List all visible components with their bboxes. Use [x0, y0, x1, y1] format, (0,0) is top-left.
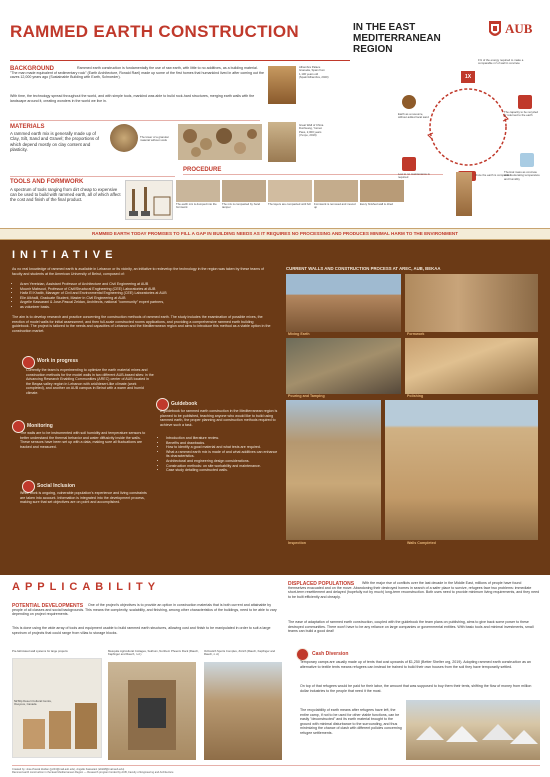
- potential-developments-heading: POTENTIAL DEVELOPMENTS: [12, 603, 84, 609]
- prefab-wall-diagram: [12, 658, 102, 758]
- aub-logo: [485, 18, 540, 46]
- applicability-heading: APPLICABILITY: [12, 581, 161, 593]
- procedure-step-1: The earth mix is dumped into the formwork: [176, 202, 217, 210]
- procedure-step-image-5: [360, 180, 404, 202]
- procedure-heading: PROCEDURE: [183, 167, 222, 173]
- label-pouring-tamping: Pouring and Tamping: [288, 394, 325, 398]
- monitoring-text: The walls are to be instrumented with soil humidity and temperature sensors to better understand the thermal behavior and water diffusivity inside the walls. These sensors have been set up with a data, making sure all fluctuations are tracked and measured.: [20, 431, 146, 449]
- background-text-1: Rammed earth construction is fundamentally the use of raw earth, with little to no additives, as a building material. "The man made equivalent of sedimentary rock" (Earth Architecture, Ronald Rael) made up some of the first homes that humankind lived in after coming out the caves 12,000 years ago (Sustainable Building with Earth, Schroeder).: [10, 66, 265, 80]
- guidebook-text: A guidebook for rammed earth construction in the Mediterranean region is planned to be published, teaching anyone who would like to build using rammed earth, the proper planning and construction methods required to achieve such a task.: [160, 409, 278, 427]
- initiative-intro: As no real knowledge of rammed earth is available in Lebanon or its vicinity, an initiative to redevelop the technology in the region was taken by these teams of faculty and students at the American University of Beirut, composed of:: [12, 267, 265, 276]
- recycle-icon: [518, 95, 532, 109]
- displaced-text-2: The ease of adaptation of rammed earth construction, coupled with the guidebook the team plans on publishing, aims to give back some power to these destroyed communities. There won't have to be any reliance on large companies or governmental entities. With basic tools and minimal investments, small teams can build a good deal!: [288, 620, 534, 634]
- procedure-step-4: Formwork is removed and moved up: [314, 202, 356, 210]
- label-mixing-earth: Mixing Earth: [288, 332, 310, 336]
- team-member: • Mounir Mabsout, Professor of Civil/Structural Engineering (CEE) Laboratories at AUB: [20, 287, 275, 292]
- cycle-label-3: Thermal mass as concrete slab moderating temperature and humidity: [504, 170, 540, 181]
- cycle-label-5: Low to no maintenance is required: [398, 172, 430, 180]
- team-member: • Angelle Kassarani & Jose-Pascal Zeidan, Architects, national "community" expert partners,: [20, 300, 275, 305]
- procedure-steps: [176, 180, 446, 222]
- cash-text-1: Temporary camps are usually made up of tents that cost upwards of $1,250 (Better Shelter org, 2019). Adopting rammed earth construction as an alternative to textile tents means refugees can instead be trained to build their own houses from the soil they have temporarily settled.: [300, 660, 531, 669]
- guidebook-contents: [166, 436, 278, 473]
- team-member: • Elie Alkhalil, Graduate Student, Master in Civil Engineering at AUB: [20, 296, 275, 301]
- guidebook-item: • Benefits and drawbacks.: [166, 441, 278, 446]
- procedure-step-6: Once the earth is compacted: [475, 173, 511, 177]
- guidebook-item: • Introduction and literature review.: [166, 436, 278, 441]
- guidebook-item: • How to identify a good material and what tests are required.: [166, 445, 278, 450]
- great-wall-caption: Great Wall of China Dunhuang, Yumen Pass, 2,000 years (Yunpo, 2019): [299, 123, 324, 137]
- photo-mixing-earth: [286, 274, 401, 332]
- photo-formwork: [405, 274, 538, 332]
- background-text-2: With time, the technology spread throughout the world, and with simple tools, mankind was able to build rock-hard structures, merging earth walls with the landscape around it, creating wonders in the world we live in.: [10, 94, 255, 103]
- banner-text: RAMMED EARTH TODAY PROMISES TO FILL A GAP IN BUILDING NEEDS AS IT REQUIRES NO PROCESSING AND PRODUCES MINIMAL HARM TO THE ENVIRONMENT: [91, 231, 459, 236]
- sports-complex-photo: [204, 662, 282, 760]
- alhambra-photo: [268, 66, 296, 104]
- procedure-step-image-3: [268, 180, 312, 202]
- procedure-wall-image: [456, 172, 472, 216]
- displaced-text-1: With the major rise of conflicts over the last decade in the Middle East, millions of people have found themselves evacuated and on the move. Abandoning their destroyed homes in search of a safer place to survive, refugees face two problems: immediate short-term resettlement and delayed (hopefully not by much) long-term reconstruction. Both uses need to provide minimum living requirements, and they need to be built efficiently and cheaply.: [288, 581, 540, 599]
- background-heading: BACKGROUND: [10, 66, 54, 72]
- tools-heading: TOOLS AND FORMWORK: [10, 179, 84, 185]
- procedure-divider: [183, 174, 443, 175]
- guidebook-item: • Architectural and engineering design considerations.: [166, 459, 278, 464]
- cycle-label-1: 1% of the energy required to make a comparable m³ of wall in concrete: [478, 58, 524, 66]
- initiative-aim: The aim is to develop research and practice concerning the construction methods of rammed earth. The study includes the examination of possible mixes, the erection of model walls for initial assessment, and then full-scale constructed rooms applications, and providing a comprehensive rammed earth building guidebook. The project is tailored to the needs and capacities of Lebanon and the Mediterranean region and aims to introduce this method as a viable option in the construction market.: [12, 315, 271, 333]
- team-member: • as volunteer basis.: [20, 305, 275, 310]
- humidity-icon: [520, 153, 534, 167]
- label-formwork: Formwork: [407, 332, 425, 336]
- label-walls-completed: Walls Completed: [407, 541, 436, 545]
- guidebook-item: • What a rammed earth mix is made of and what additives can enhance its characteristics.: [166, 450, 278, 459]
- initiative-heading: INITIATIVE: [12, 249, 118, 261]
- refugee-camp-photo: [406, 700, 540, 760]
- procedure-step-2: The mix is compacted by hand tamper: [222, 202, 260, 210]
- label-polishing: Polishing: [407, 394, 424, 398]
- materials-diagram: [178, 124, 262, 160]
- materials-divider: [10, 120, 260, 121]
- materials-heading: MATERIALS: [10, 124, 45, 130]
- tools-image: [125, 180, 173, 220]
- great-wall-photo: [268, 122, 296, 162]
- potential-text-2: This is done using the wide array of tools and equipment usable to build rammed earth structures, allowing cost and finish to be manipulated in order to suit a large spectrum of projects that could range from villas to storage blocks.: [12, 626, 271, 635]
- soil-sample-image: [110, 124, 138, 152]
- procedure-step-image-2: [222, 180, 266, 202]
- cycle-label-4: Earth as a resource, without added local sand: [398, 112, 429, 120]
- alhambra-caption: Alhambra Palace Granada, Spain from 1,100 years old (Spain/Alhambra, 2020): [299, 65, 329, 79]
- work-heading: Work in progress: [37, 358, 79, 364]
- footer: [12, 768, 542, 774]
- example-caption-3: Mesquite Agricultural Cottages, Sukhum, Northern Phoenix Rock (Rauch, Kapfinger and Rauch, n.d.): [108, 649, 199, 657]
- photo-walls-completed: [385, 400, 538, 540]
- photo-polishing: [405, 338, 538, 394]
- walls-heading: CURRENT WALLS AND CONSTRUCTION PROCESS AT AREC, AUB, BEKAA: [286, 266, 441, 271]
- photo-pouring-tamping: [286, 338, 401, 394]
- materials-caption: The lower of a granular material without voids: [140, 135, 169, 143]
- team-member-list: [20, 282, 275, 310]
- footer-line-2: Rammed earth construction in the East Mediterranean Region — Research program funded by AUB, Faculty of Engineering and Architecture: [12, 771, 174, 774]
- guidebook-item: • Case study detailing constructed walls.: [166, 468, 278, 473]
- example-caption-1: Pre-fabricated wall systems for large projects: [12, 649, 68, 653]
- mesquite-cottage-photo: [108, 662, 196, 760]
- work-text: Currently the team is experimenting to optimize the earth material mixes and construction methods for the model walls in two different AUB-based sites: in the Advancing Research Enabling Communities (AREC) center of AUB located in the Beqaa valley region in Lebanon with arid/desert-like climate (work completed), and another on AUB campus in Beirut with a warm and humid climate.: [26, 368, 154, 395]
- header-divider: [10, 60, 350, 61]
- procedure-step-image-1: [176, 180, 220, 202]
- poster-subtitle: IN THE EAST MEDITERRANEAN REGION: [353, 22, 441, 55]
- potential-text-1: One of the project's objectives is to provide an option in construction materials that is both current and attainable by people of all classes and social backgrounds. This means the complexity, scalability, and finishing, among other characteristics of the buildings, need to be able to vary depending on project requirements.: [12, 603, 277, 617]
- team-member: • Aram Yeretzian, Assistant Professor of Architecture and Civil Engineering at AUB: [20, 282, 275, 287]
- key-message-banner: [0, 228, 550, 240]
- social-heading: Social Inclusion: [37, 483, 76, 489]
- procedure-step-3: The layers are compacted until full: [268, 202, 311, 206]
- procedure-step-5: Every finished wall is dried: [360, 202, 393, 206]
- example-caption-4: Ochsstich Sports Complex, Zürich (Rauch, Kapfinger and Rauch, n.d.): [204, 649, 276, 657]
- recycle-text: The recyclability of earth means after refugees have left, the entire camp, if not to be used for other viable functions, can be easily "deconstructed" and its earth material brought to the ground with minimal disturbance to the surrounding, and thus minimizing the chance of clash with different policies concerning refugee settlements.: [300, 708, 402, 735]
- social-text: While work is ongoing, vulnerable population's experience and living constraints are taken into account. Information is integrated into the development process, making sure that set objectives are on point and accomplished.: [20, 491, 147, 505]
- guidebook-heading: Guidebook: [171, 401, 198, 407]
- materials-text: A rammed earth mix is generally made up of Clay, Silt, Sand and Gravel; the proportions of which depend mostly on clay content and plasticity.: [10, 131, 99, 153]
- photo-inspection: [286, 400, 381, 540]
- tools-text: A spectrum of tools ranging from dirt cheap to expensive can be used to build with rammed earth, all of which affect the cost and finish of the final product.: [10, 187, 121, 203]
- footer-divider: [12, 765, 540, 766]
- footer-line-1: Created by: Jose-Pascal Zeidan (jpz04@mail.aub.edu), Angelle Kassarani (ahk48@mail.aub.edu): [12, 768, 125, 771]
- logo-text: AUB: [505, 21, 533, 36]
- example-caption-2: Nk'Mip Desert Cultural Centre, Osoyoos, Canada: [14, 699, 52, 707]
- cash-text-2: On top of that refugees would be paid for their labor, the amount that was supposed to buy them their tents, shifting the flow of money from million dollar industries to the people that need it the most.: [300, 684, 532, 693]
- monitoring-heading: Monitoring: [27, 423, 53, 429]
- procedure-step-image-4: [314, 180, 358, 202]
- label-inspection: Inspection: [288, 541, 306, 545]
- team-member: • Hafiz El Khatib, Manager of Civil and Environmental Engineering (CEE) Laboratories at AUB: [20, 291, 275, 296]
- cash-diversion-heading: Cash Diversion: [312, 651, 349, 657]
- poster-title: RAMMED EARTH CONSTRUCTION: [10, 22, 299, 41]
- cycle-label-2: The capacity to be recycled or returned to the earth: [504, 110, 539, 118]
- energy-badge: 1X: [461, 71, 475, 83]
- tools-icon: [402, 157, 416, 171]
- earth-icon: [402, 95, 416, 109]
- tools-divider: [10, 176, 175, 177]
- displaced-populations-heading: DISPLACED POPULATIONS: [288, 581, 355, 587]
- guidebook-item: • Construction methods: on site workability and maintenance.: [166, 464, 278, 469]
